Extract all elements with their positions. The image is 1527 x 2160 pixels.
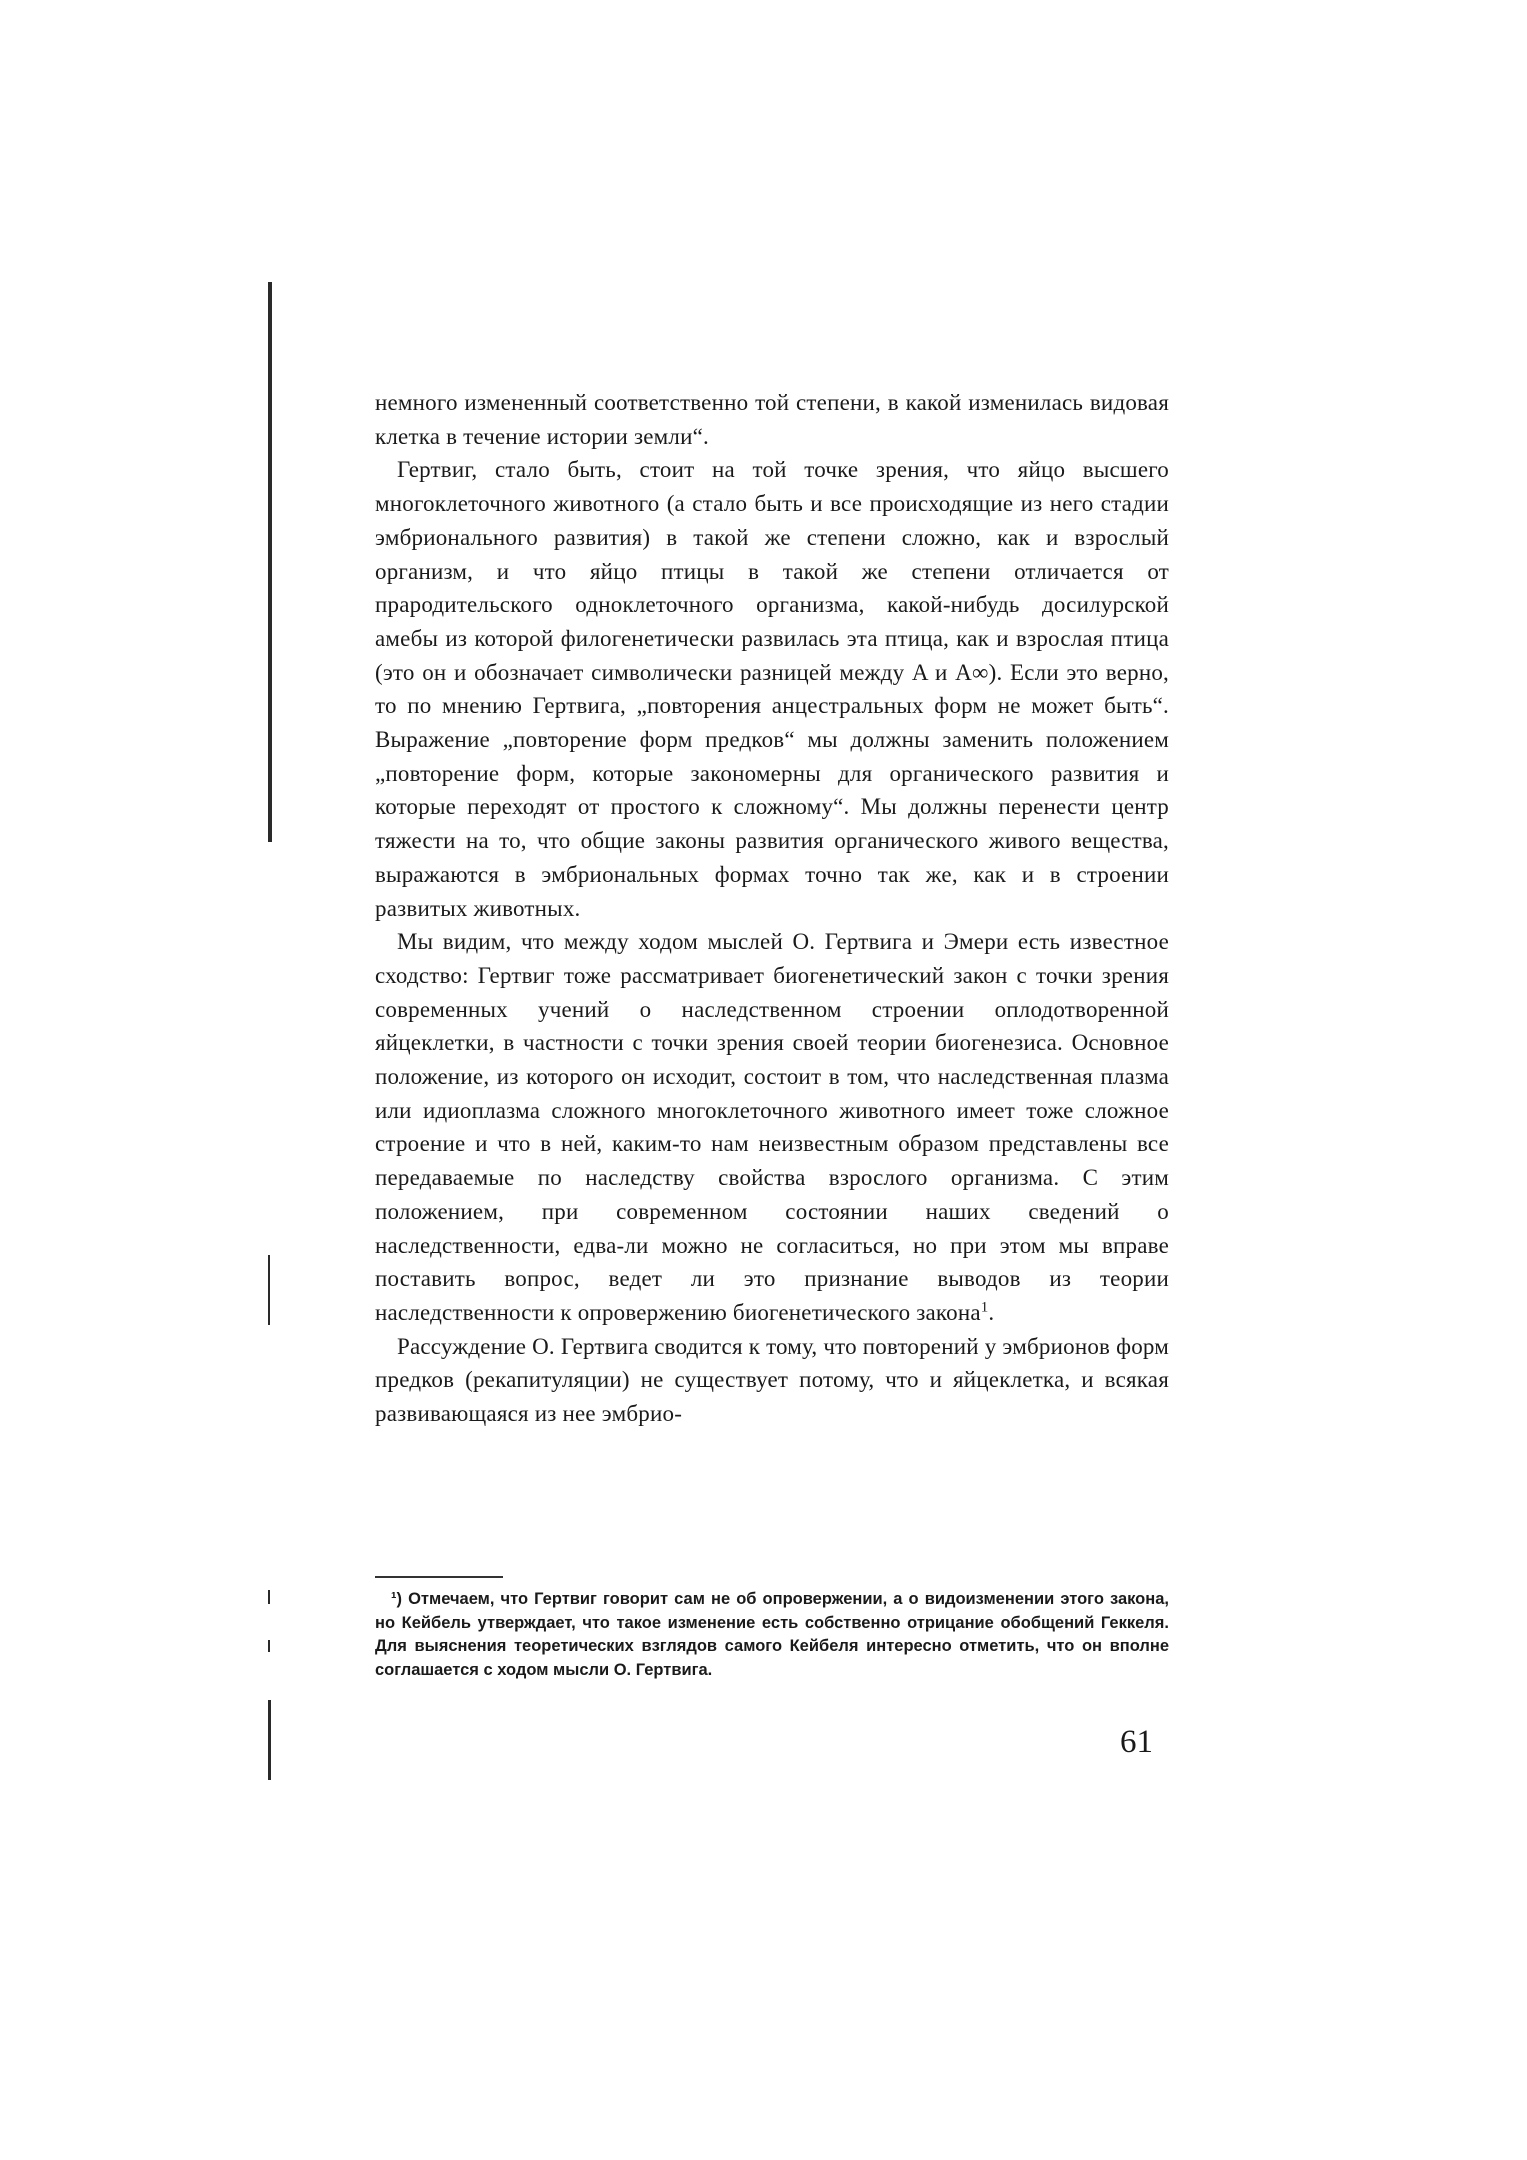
binding-edge-mark: [268, 1700, 271, 1780]
paragraph-4: Рассуждение О. Гертвига сводится к тому, что повторений у эмбрионов форм предков (рекапитуляции) не существует потому, что и яйцеклетка, и всякая развивающаяся из нее эмбрио-: [375, 1333, 1169, 1427]
paragraph-2: Гертвиг, стало быть, стоит на той точке зрения, что яйцо высшего многоклеточного животного (а стало быть и все происходящие из него стадии эмбрионального развития) в такой же степени сложно, как и взрослый организм, и что яйцо птицы в такой же степени отличается от прародительского одноклеточного организма, какой-нибудь досилурской амебы из которой филогенетически развилась эта птица, как и взрослая птица (это он и обозначает символически разницей между A и A∞). Если это верно, то по мнению Гертвига, „повторения анцестральных форм не может быть“. Выражение „повторение форм предков“ мы должны заменить положением „повторение форм, которые закономерны для органического развития и которые переходят от простого к сложному“. Мы должны перенести центр тяжести на то, что общие законы развития органического живого вещества, выражаются в эмбриональных формах точно так же, как и в строении развитых животных.: [375, 457, 1169, 921]
main-text: [375, 386, 1169, 1431]
paragraph-3: [375, 925, 1169, 1329]
paragraph-3-end: .: [988, 1299, 995, 1325]
footnote-reference: 1: [980, 1299, 989, 1316]
footnote: ¹) Отмечаем, что Гертвиг говорит сам не об опровержении, а о видоизменении этого закона, но Кейбель утверждает, что такое изменение есть собственно отрицание обобщений Геккеля. Для выяснения теоретических взглядов самого Кейбеля интересно отметить, что он вполне соглашается с ходом мысли О. Гертвига.: [375, 1590, 1169, 1679]
paragraph-1: немного измененный соответственно той степени, в какой изменилась видовая клетка в течение истории земли“.: [375, 390, 1169, 449]
binding-edge-mark: [268, 1590, 270, 1604]
paragraph-3-text: Мы видим, что между ходом мыслей О. Гертвига и Эмери есть известное сходство: Гертвиг тоже рассматривает биогенетический закон с точки зрения современных учений о наследственном строении оплодотворенной яйцеклетки, в частности с точки зрения своей теории биогенезиса. Основное положение, из которого он исходит, состоит в том, что наследственная плазма или идиоплазма сложного многоклеточного животного имеет тоже сложное строение и что в ней, каким-то нам неизвестным образом представлены все передаваемые по наследству свойства взрослого организма. С этим положением, при современном состоянии наших сведений о наследственности, едва-ли можно не согласиться, но при этом мы вправе поставить вопрос, ведет ли это признание выводов из теории наследственности к опровержению биогенетического закона: [375, 929, 1169, 1325]
binding-edge-mark: [268, 1640, 270, 1652]
binding-edge-mark: [268, 282, 272, 842]
page-number: 61: [1120, 1724, 1153, 1760]
footnote-divider: [375, 1576, 503, 1578]
binding-edge-mark: [268, 1255, 270, 1325]
